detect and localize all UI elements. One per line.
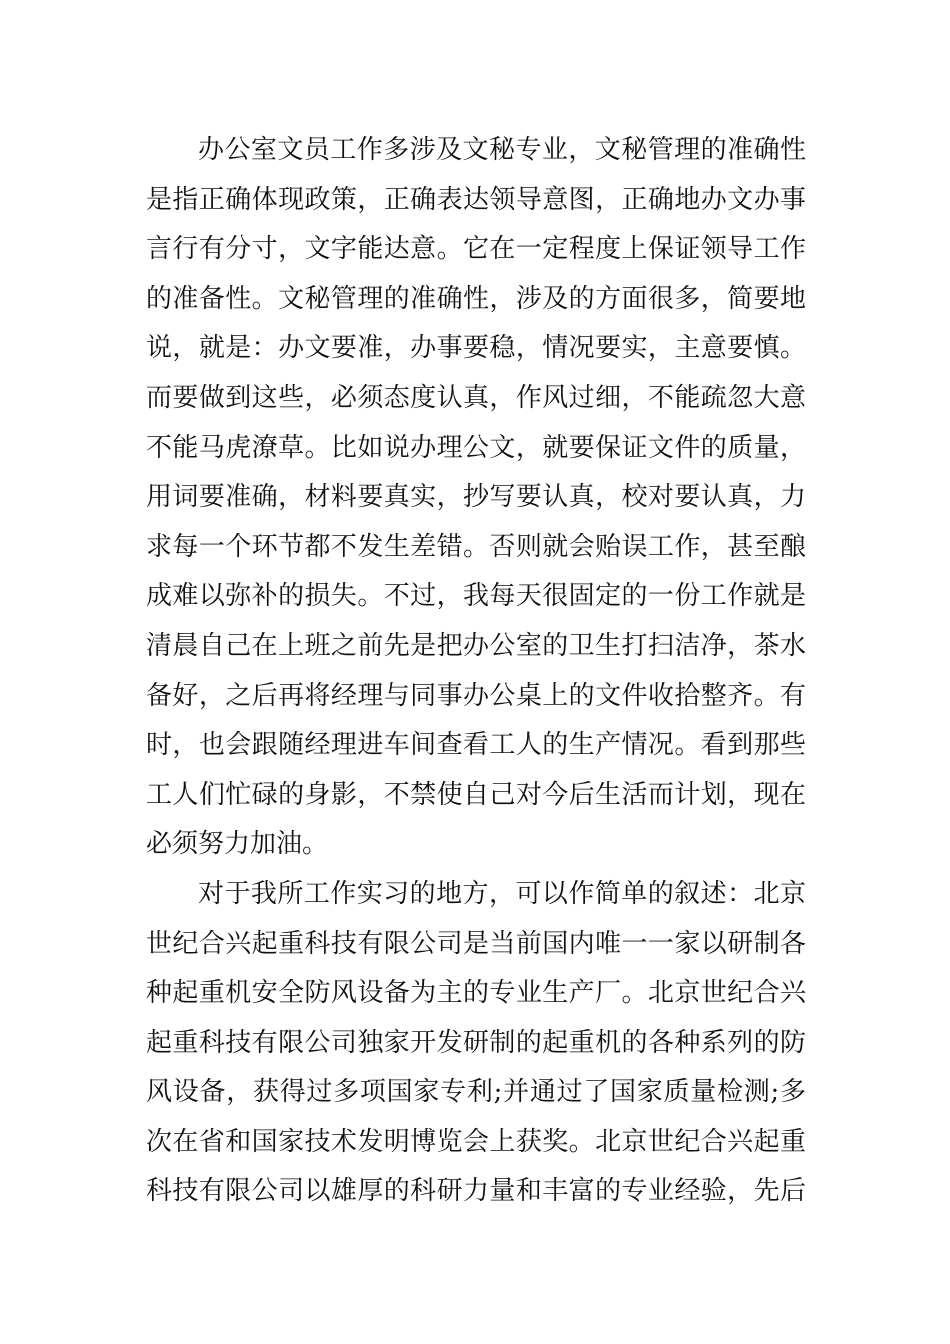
paragraph-line: 言行有分寸，文字能达意。它在一定程度上保证领导工作 (146, 234, 806, 265)
paragraph-line: 是指正确体现政策，正确表达领导意图，正确地办文办事 (146, 184, 806, 215)
document-body (146, 126, 806, 1217)
paragraph-line: 次在省和国家技术发明博览会上获奖。北京世纪合兴起重 (146, 1126, 806, 1157)
paragraph-line: 时，也会跟随经理进车间查看工人的生产情况。看到那些 (146, 730, 806, 761)
paragraph-line: 而要做到这些，必须态度认真，作风过细，不能疏忽大意 (146, 382, 806, 413)
paragraph-line: 说，就是：办文要准，办事要稳，情况要实，主意要慎。 (146, 333, 806, 364)
paragraph-line: 种起重机安全防风设备为主的专业生产厂。北京世纪合兴 (146, 978, 806, 1009)
paragraph-line: 工人们忙碌的身影，不禁使自己对今后生活而计划，现在 (146, 779, 806, 810)
paragraph-line: 办公室文员工作多涉及文秘专业，文秘管理的准确性 (198, 135, 806, 165)
paragraph-line: 必须努力加油。 (146, 829, 329, 860)
paragraph-line: 用词要准确，材料要真实，抄写要认真，校对要认真，力 (146, 482, 806, 513)
paragraph-line: 科技有限公司以雄厚的科研力量和丰富的专业经验，先后 (146, 1176, 806, 1207)
paragraph-line: 备好，之后再将经理与同事办公桌上的文件收拾整齐。有 (146, 680, 806, 711)
paragraph-line: 清晨自己在上班之前先是把办公室的卫生打扫洁净，茶水 (146, 630, 806, 661)
paragraph-line: 世纪合兴起重科技有限公司是当前国内唯一一家以研制各 (146, 928, 806, 959)
paragraph-line: 求每一个环节都不发生差错。否则就会贻误工作，甚至酿 (146, 531, 806, 562)
paragraph-line: 的准备性。文秘管理的准确性，涉及的方面很多，简要地 (146, 283, 806, 314)
paragraph-line: 起重科技有限公司独家开发研制的起重机的各种系列的防 (146, 1027, 806, 1058)
paragraph-2 (146, 870, 806, 1217)
paragraph-line: 风设备，获得过多项国家专利;并通过了国家质量检测;多 (146, 1077, 806, 1108)
paragraph-line: 对于我所工作实习的地方，可以作简单的叙述：北京 (198, 878, 806, 909)
paragraph-line: 成难以弥补的损失。不过，我每天很固定的一份工作就是 (146, 581, 806, 612)
paragraph-1 (146, 126, 806, 870)
paragraph-line: 不能马虎潦草。比如说办理公文，就要保证文件的质量， (146, 432, 806, 463)
